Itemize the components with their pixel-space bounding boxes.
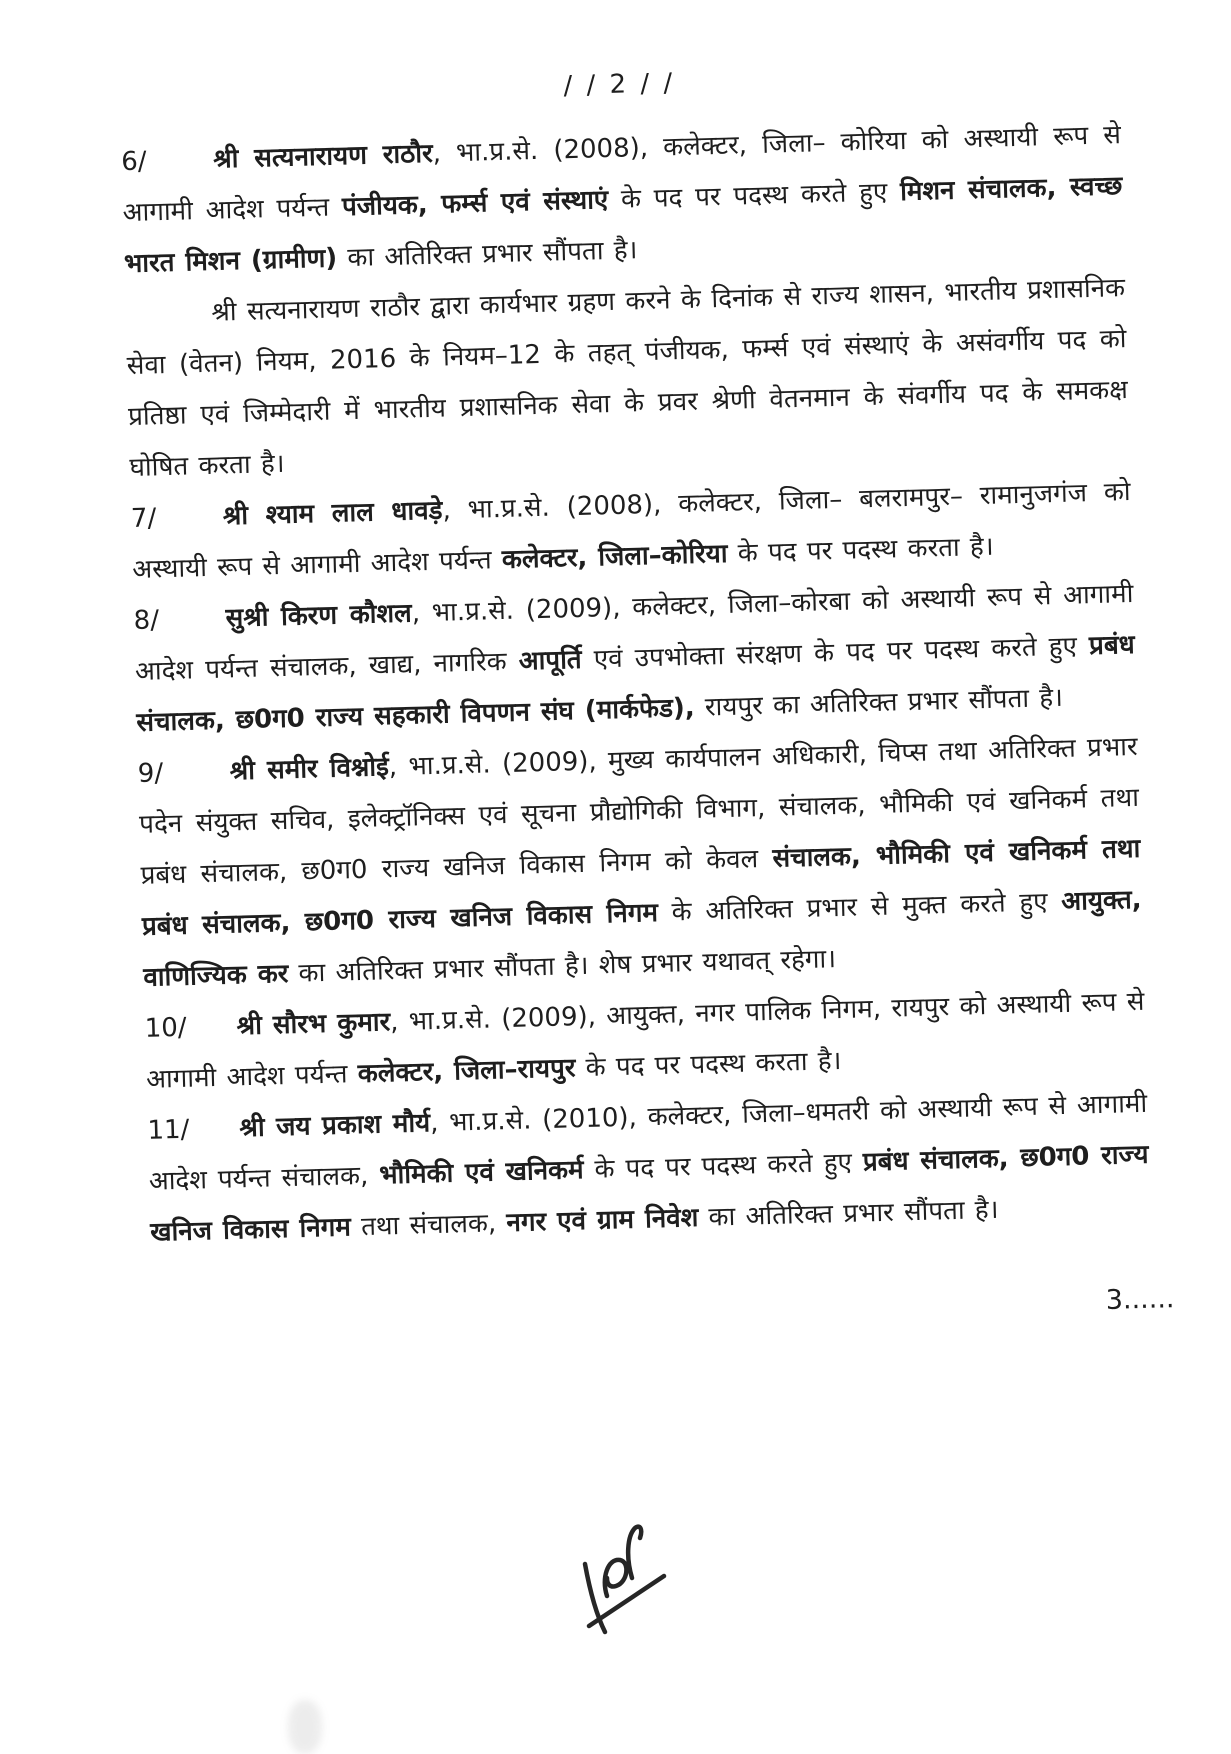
text-run: , भा.प्र.से. (2009), मुख्य कार्यपालन अधिकारी, चिप्स तथा अतिरिक्त प्रभार पदेन संयुक्त सचिव, इलेक्ट्रॉनिक्स एवं सूचना प्रौद्योगिकी विभाग, संचालक, भौमिकी एवं खनिकर्म तथा प्रबंध संचालक, छ0ग0 राज्य खनिज विकास निगम को केवल xyxy=(138,731,1140,891)
item-number: 6/ xyxy=(120,146,147,178)
next-page-marker: 3...... xyxy=(1105,1283,1175,1316)
text-run: का अतिरिक्त प्रभार सौंपता है। xyxy=(336,235,638,274)
item-number: 7/ xyxy=(130,503,157,535)
order-item-6 xyxy=(121,110,1125,290)
text-run: सुश्री किरण कौशल xyxy=(225,598,413,634)
page-number-header: / / 2 / / xyxy=(563,68,676,102)
text-run: , भा.प्र.से. (2008), कलेक्टर, जिला– कोरिया को अस्थायी रूप से आगामी आदेश पर्यन्त xyxy=(122,120,1122,229)
text-run: श्री समीर विश्नोई xyxy=(229,752,390,787)
text-run: श्री श्याम लाल धावड़े xyxy=(222,495,443,532)
order-item-8 xyxy=(133,569,1137,749)
order-item-11 xyxy=(147,1079,1151,1259)
text-run: , भा.प्र.से. (2009), आयुक्त, नगर पालिक निगम, रायपुर को अस्थायी रूप से आगामी आदेश पर्यन्त xyxy=(145,986,1145,1095)
item-number: 11/ xyxy=(147,1114,190,1146)
text-run: पंजीयक, फर्म्स एवं संस्थाएं xyxy=(341,185,609,223)
text-run: रायपुर का अतिरिक्त प्रभार सौंपता है। xyxy=(694,682,1064,723)
scan-smudge xyxy=(288,1700,322,1754)
text-run: के पद पर पदस्थ करता है। xyxy=(574,1046,842,1084)
text-run: का अतिरिक्त प्रभार सौंपता है। शेष प्रभार यथावत् रहेगा। xyxy=(287,944,837,989)
text-run: कलेक्टर, जिला–रायपुर xyxy=(357,1053,576,1090)
text-run: श्री जय प्रकाश मौर्य xyxy=(239,1108,431,1144)
text-run: श्री सत्यनारायण राठौर द्वारा कार्यभार ग्रहण करने के दिनांक से राज्य शासन, भारतीय प्रशासनिक सेवा (वेतन) नियम, 2016 के नियम–12 के तहत् पंजीयक, फर्म्स एवं संस्थाएं के असंवर्गीय पद को प्रतिष्ठा एवं जिम्मेदारी में भारतीय प्रशासनिक सेवा के प्रवर श्रेणी वेतनमान के संवर्गीय पद के समकक्ष घोषित करता है। xyxy=(126,273,1129,484)
text-run: , भा.प्र.से. (2009), कलेक्टर, जिला–कोरबा को अस्थायी रूप से आगामी आदेश पर्यन्त संचालक, खाद्य, नागरिक xyxy=(134,578,1134,687)
order-item-6-continuation xyxy=(125,263,1130,494)
text-run: एवं उपभोक्ता संरक्षण के पद पर पदस्थ करते हुए xyxy=(581,631,1090,675)
text-run: के अतिरिक्त प्रभार से मुक्त करते हुए xyxy=(657,887,1062,928)
text-run: श्री सत्यनारायण राठौर xyxy=(212,138,434,175)
text-run: , भा.प्र.से. (2008), कलेक्टर, जिला– बलरामपुर– रामानुजगंज को अस्थायी रूप से आगामी आदेश पर्यन्त xyxy=(131,476,1131,586)
text-run: आपूर्ति xyxy=(518,644,583,677)
text-run: भौमिकी एवं खनिकर्म xyxy=(378,1155,584,1191)
item-number: 8/ xyxy=(133,605,160,636)
text-run: श्री सौरभ कुमार xyxy=(236,1007,391,1042)
text-run: नगर एवं ग्राम निवेश xyxy=(506,1202,699,1239)
signature-strokes-icon xyxy=(576,1520,676,1654)
text-run: आयुक्त, वाणिज्यिक कर xyxy=(142,884,1143,993)
text-run: तथा संचालक, xyxy=(350,1208,507,1243)
text-run: के पद पर पदस्थ करते हुए xyxy=(583,1147,864,1186)
text-run: का अतिरिक्त प्रभार सौंपता है। xyxy=(697,1194,999,1233)
text-run: मिशन संचालक, स्वच्छ भारत मिशन (ग्रामीण) xyxy=(123,171,1123,280)
handwritten-signature xyxy=(576,1520,676,1658)
text-run: के पद पर पदस्थ करता है। xyxy=(727,531,994,569)
text-run: के पद पर पदस्थ करते हुए xyxy=(607,177,901,216)
text-run: , भा.प्र.से. (2010), कलेक्टर, जिला–धमतरी को अस्थायी रूप से आगामी आदेश पर्यन्त संचालक, xyxy=(148,1088,1148,1197)
document-body xyxy=(0,54,1231,1346)
text-run: कलेक्टर, जिला–कोरिया xyxy=(501,538,728,576)
text-run: संचालक, भौमिकी एवं खनिकर्म तथा प्रबंध संचालक, छ0ग0 राज्य खनिज विकास निगम xyxy=(141,833,1141,942)
text-run: प्रबंध संचालक, छ0ग0 राज्य खनिज विकास निगम xyxy=(149,1139,1149,1248)
item-number: 9/ xyxy=(137,758,164,789)
text-run: प्रबंध संचालक, छ0ग0 राज्य सहकारी विपणन संघ (मार्कफेड), xyxy=(136,629,1136,738)
order-item-9 xyxy=(137,722,1144,1004)
item-number: 10/ xyxy=(144,1012,187,1044)
